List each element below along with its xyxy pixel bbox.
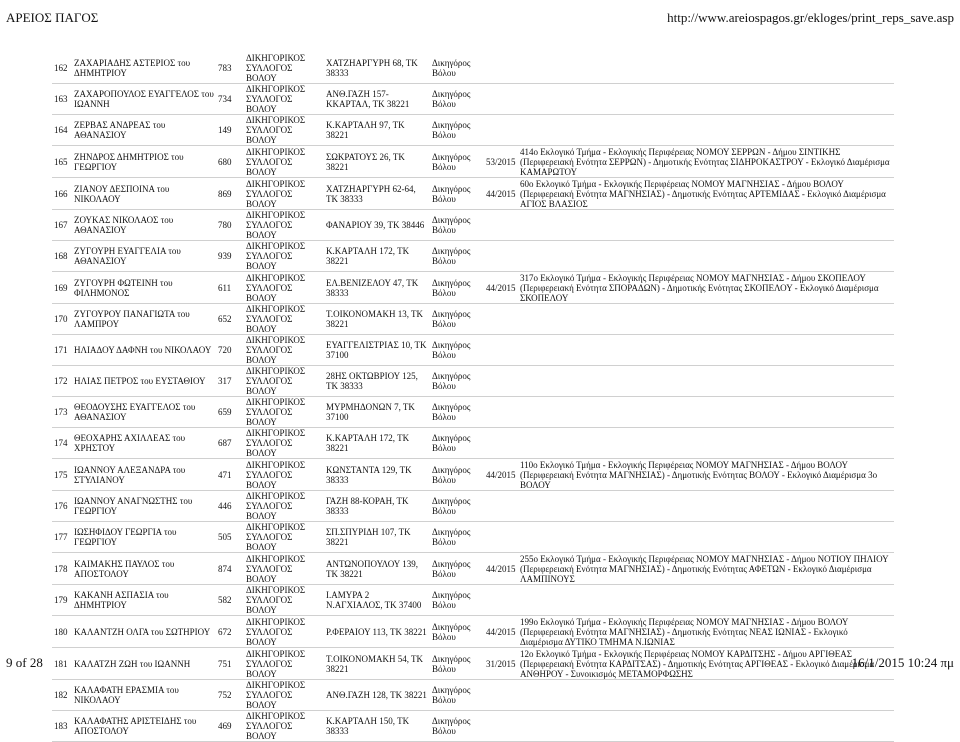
electoral-section: 317ο Εκλογικό Τμήμα - Εκλογικής Περιφέρειας ΝΟΜΟΥ ΜΑΓΝΗΣΙΑΣ - Δήμου ΣΚΟΠΕΛΟΥ (Περιφερειακή Ενότητα ΣΠΟΡΑΔΩΝ) - Δημοτικής Ενότητας ΣΚΟΠΕΛΟΥ - Εκλογικό Διαμέρισμα ΣΚΟΠΕΛΟΥ	[518, 272, 894, 304]
row-number: 177	[52, 522, 72, 553]
registry-number: 734	[216, 84, 244, 115]
office-address: ΧΑΤΖΗΑΡΓΥΡΗ 68, ΤΚ 38333	[324, 53, 430, 84]
lawyer-name: ΖΥΓΟΥΡΟΥ ΠΑΝΑΓΙΩΤΑ του ΛΑΜΠΡΟΥ	[72, 304, 216, 335]
bar-association: ΔΙΚΗΓΟΡΙΚΟΣ ΣΥΛΛΟΓΟΣ ΒΟΛΟΥ	[244, 84, 324, 115]
bar-association: ΔΙΚΗΓΟΡΙΚΟΣ ΣΥΛΛΟΓΟΣ ΒΟΛΟΥ	[244, 146, 324, 178]
registry-number: 471	[216, 459, 244, 491]
lawyer-role: Δικηγόρος Βόλου	[430, 84, 484, 115]
office-address: Τ.ΟΙΚΟΝΟΜΑΚΗ 54, ΤΚ 38221	[324, 648, 430, 680]
lawyer-role: Δικηγόρος Βόλου	[430, 178, 484, 210]
row-number: 166	[52, 178, 72, 210]
electoral-section	[518, 241, 894, 272]
lawyer-role: Δικηγόρος Βόλου	[430, 428, 484, 459]
decision-number	[484, 335, 518, 366]
electoral-section	[518, 304, 894, 335]
registry-number: 939	[216, 241, 244, 272]
row-number: 164	[52, 115, 72, 146]
lawyer-role: Δικηγόρος Βόλου	[430, 680, 484, 711]
electoral-section: 199ο Εκλογικό Τμήμα - Εκλογικής Περιφέρειας ΝΟΜΟΥ ΜΑΓΝΗΣΙΑΣ - Δήμου ΒΟΛΟΥ (Περιφερειακή Ενότητα ΜΑΓΝΗΣΙΑΣ) - Δημοτικής Ενότητας ΝΕΑΣ ΙΩΝΙΑΣ - Εκλογικό Διαμέρισμα ΔΥΤΙΚΟ ΤΜΗΜΑ Ν.ΙΩΝΙΑΣ	[518, 616, 894, 648]
table-row	[52, 428, 894, 459]
lawyer-role: Δικηγόρος Βόλου	[430, 115, 484, 146]
row-number: 178	[52, 553, 72, 585]
lawyer-role: Δικηγόρος Βόλου	[430, 553, 484, 585]
office-address: ΦΑΝΑΡΙΟΥ 39, ΤΚ 38446	[324, 210, 430, 241]
row-number: 181	[52, 648, 72, 680]
lawyer-role: Δικηγόρος Βόλου	[430, 366, 484, 397]
table-row	[52, 84, 894, 115]
office-address: Κ.ΚΑΡΤΑΛΗ 172, ΤΚ 38221	[324, 428, 430, 459]
registry-number: 720	[216, 335, 244, 366]
registry-number: 652	[216, 304, 244, 335]
lawyer-name: ΖΑΧΑΡΙΑΔΗΣ ΑΣΤΕΡΙΟΣ του ΔΗΜΗΤΡΙΟΥ	[72, 53, 216, 84]
lawyer-role: Δικηγόρος Βόλου	[430, 53, 484, 84]
registry-number: 780	[216, 210, 244, 241]
row-number: 169	[52, 272, 72, 304]
decision-number	[484, 680, 518, 711]
office-address: Κ.ΚΑΡΤΑΛΗ 97, ΤΚ 38221	[324, 115, 430, 146]
registry-number: 752	[216, 680, 244, 711]
lawyer-role: Δικηγόρος Βόλου	[430, 335, 484, 366]
lawyer-name: ΚΑΙΜΑΚΗΣ ΠΑΥΛΟΣ του ΑΠΟΣΤΟΛΟΥ	[72, 553, 216, 585]
electoral-section	[518, 210, 894, 241]
electoral-section	[518, 522, 894, 553]
bar-association: ΔΙΚΗΓΟΡΙΚΟΣ ΣΥΛΛΟΓΟΣ ΒΟΛΟΥ	[244, 680, 324, 711]
decision-number	[484, 491, 518, 522]
lawyer-name: ΖΗΝΔΡΟΣ ΔΗΜΗΤΡΙΟΣ του ΓΕΩΡΓΙΟΥ	[72, 146, 216, 178]
bar-association: ΔΙΚΗΓΟΡΙΚΟΣ ΣΥΛΛΟΓΟΣ ΒΟΛΟΥ	[244, 210, 324, 241]
decision-number	[484, 428, 518, 459]
electoral-section	[518, 680, 894, 711]
bar-association: ΔΙΚΗΓΟΡΙΚΟΣ ΣΥΛΛΟΓΟΣ ΒΟΛΟΥ	[244, 397, 324, 428]
page-counter: 9 of 28	[6, 655, 43, 670]
table-row	[52, 272, 894, 304]
bar-association: ΔΙΚΗΓΟΡΙΚΟΣ ΣΥΛΛΟΓΟΣ ΒΟΛΟΥ	[244, 459, 324, 491]
office-address: ΣΩΚΡΑΤΟΥΣ 26, ΤΚ 38221	[324, 146, 430, 178]
electoral-section: 60ο Εκλογικό Τμήμα - Εκλογικής Περιφέρειας ΝΟΜΟΥ ΜΑΓΝΗΣΙΑΣ - Δήμου ΒΟΛΟΥ (Περιφερειακή Ενότητα ΜΑΓΝΗΣΙΑΣ) - Δημοτικής Ενότητας ΑΡΤΕΜΙΔΑΣ - Εκλογικό Διαμέρισμα ΑΓΙΟΣ ΒΛΑΣΙΟΣ	[518, 178, 894, 210]
decision-number: 44/2015	[484, 553, 518, 585]
lawyer-role: Δικηγόρος Βόλου	[430, 711, 484, 742]
lawyer-role: Δικηγόρος Βόλου	[430, 146, 484, 178]
office-address: Ρ.ΦΕΡΑΙΟΥ 113, ΤΚ 38221	[324, 616, 430, 648]
row-number: 167	[52, 210, 72, 241]
lawyer-name: ΙΩΑΝΝΟΥ ΑΝΑΓΝΩΣΤΗΣ του ΓΕΩΡΓΙΟΥ	[72, 491, 216, 522]
lawyer-name: ΖΕΡΒΑΣ ΑΝΔΡΕΑΣ του ΑΘΑΝΑΣΙΟΥ	[72, 115, 216, 146]
bar-association: ΔΙΚΗΓΟΡΙΚΟΣ ΣΥΛΛΟΓΟΣ ΒΟΛΟΥ	[244, 491, 324, 522]
decision-number	[484, 241, 518, 272]
lawyer-name: ΚΑΚΑΝΗ ΑΣΠΑΣΙΑ του ΔΗΜΗΤΡΙΟΥ	[72, 585, 216, 616]
lawyer-name: ΗΛΙΑΣ ΠΕΤΡΟΣ του ΕΥΣΤΑΘΙΟΥ	[72, 366, 216, 397]
electoral-section	[518, 585, 894, 616]
row-number: 179	[52, 585, 72, 616]
decision-number	[484, 522, 518, 553]
lawyer-name: ΘΕΟΔΟΥΣΗΣ ΕΥΑΓΓΕΛΟΣ του ΑΘΑΝΑΣΙΟΥ	[72, 397, 216, 428]
office-address: ΕΥΑΓΓΕΛΙΣΤΡΙΑΣ 10, ΤΚ 37100	[324, 335, 430, 366]
lawyer-role: Δικηγόρος Βόλου	[430, 210, 484, 241]
table-row	[52, 178, 894, 210]
electoral-section	[518, 366, 894, 397]
print-datetime: 16/1/2015 10:24 πμ	[851, 655, 954, 670]
lawyer-role: Δικηγόρος Βόλου	[430, 522, 484, 553]
row-number: 173	[52, 397, 72, 428]
decision-number: 53/2015	[484, 146, 518, 178]
office-address: ΓΑΖΗ 88-ΚΟΡΑΗ, ΤΚ 38333	[324, 491, 430, 522]
decision-number: 44/2015	[484, 178, 518, 210]
lawyer-name: ΙΩΣΗΦΙΔΟΥ ΓΕΩΡΓΙΑ του ΓΕΩΡΓΙΟΥ	[72, 522, 216, 553]
office-address: Κ.ΚΑΡΤΑΛΗ 172, ΤΚ 38221	[324, 241, 430, 272]
bar-association: ΔΙΚΗΓΟΡΙΚΟΣ ΣΥΛΛΟΓΟΣ ΒΟΛΟΥ	[244, 53, 324, 84]
registry-number: 469	[216, 711, 244, 742]
lawyer-name: ΖΑΧΑΡΟΠΟΥΛΟΣ ΕΥΑΓΓΕΛΟΣ του ΙΩΑΝΝΗ	[72, 84, 216, 115]
registry-number: 446	[216, 491, 244, 522]
table-row	[52, 146, 894, 178]
lawyer-name: ΚΑΛΑΦΑΤΗ ΕΡΑΣΜΙΑ του ΝΙΚΟΛΑΟΥ	[72, 680, 216, 711]
table-row	[52, 585, 894, 616]
table-row	[52, 680, 894, 711]
office-address: ΣΠ.ΣΠΥΡΙΔΗ 107, ΤΚ 38221	[324, 522, 430, 553]
table-row	[52, 711, 894, 742]
bar-association: ΔΙΚΗΓΟΡΙΚΟΣ ΣΥΛΛΟΓΟΣ ΒΟΛΟΥ	[244, 366, 324, 397]
electoral-section	[518, 711, 894, 742]
representatives-table	[52, 53, 894, 742]
lawyer-name: ΗΛΙΑΔΟΥ ΔΑΦΝΗ του ΝΙΚΟΛΑΟΥ	[72, 335, 216, 366]
table-row	[52, 616, 894, 648]
electoral-section	[518, 115, 894, 146]
decision-number	[484, 53, 518, 84]
registry-number: 869	[216, 178, 244, 210]
office-address: ΑΝΘ.ΓΑΖΗ 128, ΤΚ 38221	[324, 680, 430, 711]
table-row	[52, 241, 894, 272]
electoral-section	[518, 428, 894, 459]
bar-association: ΔΙΚΗΓΟΡΙΚΟΣ ΣΥΛΛΟΓΟΣ ΒΟΛΟΥ	[244, 335, 324, 366]
table-row	[52, 366, 894, 397]
lawyer-name: ΖΙΑΝΟΥ ΔΕΣΠΟΙΝΑ του ΝΙΚΟΛΑΟΥ	[72, 178, 216, 210]
decision-number	[484, 84, 518, 115]
lawyer-role: Δικηγόρος Βόλου	[430, 491, 484, 522]
table-row	[52, 210, 894, 241]
registry-number: 659	[216, 397, 244, 428]
bar-association: ΔΙΚΗΓΟΡΙΚΟΣ ΣΥΛΛΟΓΟΣ ΒΟΛΟΥ	[244, 428, 324, 459]
bar-association: ΔΙΚΗΓΟΡΙΚΟΣ ΣΥΛΛΟΓΟΣ ΒΟΛΟΥ	[244, 304, 324, 335]
table-row	[52, 115, 894, 146]
row-number: 171	[52, 335, 72, 366]
office-address: Ι.ΑΜΥΡΑ 2 Ν.ΑΓΧΙΑΛΟΣ, ΤΚ 37400	[324, 585, 430, 616]
row-number: 176	[52, 491, 72, 522]
decision-number	[484, 585, 518, 616]
electoral-section: 255ο Εκλογικό Τμήμα - Εκλογικής Περιφέρειας ΝΟΜΟΥ ΜΑΓΝΗΣΙΑΣ - Δήμου ΝΟΤΙΟΥ ΠΗΛΙΟΥ (Περιφερειακή Ενότητα ΜΑΓΝΗΣΙΑΣ) - Δημοτικής Ενότητας ΑΦΕΤΩΝ - Εκλογικό Διαμέρισμα ΛΑΜΠΙΝΟΥΣ	[518, 553, 894, 585]
decision-number: 31/2015	[484, 648, 518, 680]
bar-association: ΔΙΚΗΓΟΡΙΚΟΣ ΣΥΛΛΟΓΟΣ ΒΟΛΟΥ	[244, 616, 324, 648]
electoral-section	[518, 84, 894, 115]
table-row	[52, 522, 894, 553]
lawyer-name: ΖΟΥΚΑΣ ΝΙΚΟΛΑΟΣ του ΑΘΑΝΑΣΙΟΥ	[72, 210, 216, 241]
lawyer-role: Δικηγόρος Βόλου	[430, 272, 484, 304]
lawyer-name: ΖΥΓΟΥΡΗ ΦΩΤΕΙΝΗ του ΦΙΛΗΜΟΝΟΣ	[72, 272, 216, 304]
registry-number: 611	[216, 272, 244, 304]
electoral-section	[518, 491, 894, 522]
bar-association: ΔΙΚΗΓΟΡΙΚΟΣ ΣΥΛΛΟΓΟΣ ΒΟΛΟΥ	[244, 648, 324, 680]
office-address: ΕΛ.ΒΕΝΙΖΕΛΟΥ 47, ΤΚ 38333	[324, 272, 430, 304]
row-number: 175	[52, 459, 72, 491]
office-address: 28ΗΣ ΟΚΤΩΒΡΙΟΥ 125, ΤΚ 38333	[324, 366, 430, 397]
electoral-section	[518, 397, 894, 428]
lawyer-role: Δικηγόρος Βόλου	[430, 397, 484, 428]
bar-association: ΔΙΚΗΓΟΡΙΚΟΣ ΣΥΛΛΟΓΟΣ ΒΟΛΟΥ	[244, 272, 324, 304]
electoral-section: 414ο Εκλογικό Τμήμα - Εκλογικής Περιφέρειας ΝΟΜΟΥ ΣΕΡΡΩΝ - Δήμου ΣΙΝΤΙΚΗΣ (Περιφερειακή Ενότητα ΣΕΡΡΩΝ) - Δημοτικής Ενότητας ΣΙΔΗΡΟΚΑΣΤΡΟΥ - Εκλογικό Διαμέρισμα ΚΑΜΑΡΩΤΟΥ	[518, 146, 894, 178]
row-number: 168	[52, 241, 72, 272]
row-number: 165	[52, 146, 72, 178]
registry-number: 149	[216, 115, 244, 146]
table-row	[52, 53, 894, 84]
electoral-section: 110ο Εκλογικό Τμήμα - Εκλογικής Περιφέρειας ΝΟΜΟΥ ΜΑΓΝΗΣΙΑΣ - Δήμου ΒΟΛΟΥ (Περιφερειακή Ενότητα ΜΑΓΝΗΣΙΑΣ) - Δημοτικής Ενότητας ΒΟΛΟΥ - Εκλογικό Διαμέρισμα 3ο ΒΟΛΟΥ	[518, 459, 894, 491]
court-title: ΑΡΕΙΟΣ ΠΑΓΟΣ	[6, 10, 99, 25]
table-row	[52, 553, 894, 585]
table-row	[52, 648, 894, 680]
row-number: 170	[52, 304, 72, 335]
decision-number	[484, 366, 518, 397]
lawyer-role: Δικηγόρος Βόλου	[430, 241, 484, 272]
table-row	[52, 491, 894, 522]
table-row	[52, 459, 894, 491]
lawyer-name: ΚΑΛΑΦΑΤΗΣ ΑΡΙΣΤΕΙΔΗΣ του ΑΠΟΣΤΟΛΟΥ	[72, 711, 216, 742]
row-number: 163	[52, 84, 72, 115]
registry-number: 672	[216, 616, 244, 648]
bar-association: ΔΙΚΗΓΟΡΙΚΟΣ ΣΥΛΛΟΓΟΣ ΒΟΛΟΥ	[244, 241, 324, 272]
lawyer-name: ΘΕΟΧΑΡΗΣ ΑΧΙΛΛΕΑΣ του ΧΡΗΣΤΟΥ	[72, 428, 216, 459]
decision-number: 44/2015	[484, 459, 518, 491]
registry-number: 783	[216, 53, 244, 84]
table-row	[52, 397, 894, 428]
office-address: ΧΑΤΖΗΑΡΓΥΡΗ 62-64, ΤΚ 38333	[324, 178, 430, 210]
lawyer-role: Δικηγόρος Βόλου	[430, 648, 484, 680]
row-number: 182	[52, 680, 72, 711]
registry-number: 687	[216, 428, 244, 459]
decision-number	[484, 304, 518, 335]
decision-number	[484, 210, 518, 241]
lawyer-name: ΚΑΛΑΝΤΖΗ ΟΛΓΑ του ΣΩΤΗΡΙΟΥ	[72, 616, 216, 648]
decision-number: 44/2015	[484, 616, 518, 648]
bar-association: ΔΙΚΗΓΟΡΙΚΟΣ ΣΥΛΛΟΓΟΣ ΒΟΛΟΥ	[244, 585, 324, 616]
decision-number	[484, 711, 518, 742]
lawyer-role: Δικηγόρος Βόλου	[430, 459, 484, 491]
registry-number: 874	[216, 553, 244, 585]
lawyer-name: ΚΑΛΑΤΖΗ ΖΩΗ του ΙΩΑΝΝΗ	[72, 648, 216, 680]
lawyer-name: ΙΩΑΝΝΟΥ ΑΛΕΞΑΝΔΡΑ του ΣΤΥΛΙΑΝΟΥ	[72, 459, 216, 491]
lawyer-role: Δικηγόρος Βόλου	[430, 585, 484, 616]
office-address: ΑΝΘ.ΓΑΖΗ 157-ΚΚΑΡΤΑΛ, ΤΚ 38221	[324, 84, 430, 115]
bar-association: ΔΙΚΗΓΟΡΙΚΟΣ ΣΥΛΛΟΓΟΣ ΒΟΛΟΥ	[244, 711, 324, 742]
bar-association: ΔΙΚΗΓΟΡΙΚΟΣ ΣΥΛΛΟΓΟΣ ΒΟΛΟΥ	[244, 178, 324, 210]
page-url[interactable]: http://www.areiospagos.gr/ekloges/print_reps_save.asp	[667, 10, 954, 25]
electoral-section	[518, 335, 894, 366]
representatives-table-body	[52, 53, 894, 742]
row-number: 180	[52, 616, 72, 648]
decision-number	[484, 115, 518, 146]
electoral-section	[518, 53, 894, 84]
row-number: 172	[52, 366, 72, 397]
decision-number	[484, 397, 518, 428]
bar-association: ΔΙΚΗΓΟΡΙΚΟΣ ΣΥΛΛΟΓΟΣ ΒΟΛΟΥ	[244, 553, 324, 585]
registry-number: 582	[216, 585, 244, 616]
row-number: 162	[52, 53, 72, 84]
lawyer-role: Δικηγόρος Βόλου	[430, 304, 484, 335]
office-address: Τ.ΟΙΚΟΝΟΜΑΚΗ 13, ΤΚ 38221	[324, 304, 430, 335]
table-row	[52, 335, 894, 366]
table-row	[52, 304, 894, 335]
registry-number: 751	[216, 648, 244, 680]
registry-number: 680	[216, 146, 244, 178]
registry-number: 317	[216, 366, 244, 397]
lawyer-name: ΖΥΓΟΥΡΗ ΕΥΑΓΓΕΛΙΑ του ΑΘΑΝΑΣΙΟΥ	[72, 241, 216, 272]
lawyer-role: Δικηγόρος Βόλου	[430, 616, 484, 648]
office-address: Κ.ΚΑΡΤΑΛΗ 150, ΤΚ 38333	[324, 711, 430, 742]
registry-number: 505	[216, 522, 244, 553]
bar-association: ΔΙΚΗΓΟΡΙΚΟΣ ΣΥΛΛΟΓΟΣ ΒΟΛΟΥ	[244, 115, 324, 146]
bar-association: ΔΙΚΗΓΟΡΙΚΟΣ ΣΥΛΛΟΓΟΣ ΒΟΛΟΥ	[244, 522, 324, 553]
office-address: ΚΩΝΣΤΑΝΤΑ 129, ΤΚ 38333	[324, 459, 430, 491]
decision-number: 44/2015	[484, 272, 518, 304]
row-number: 174	[52, 428, 72, 459]
row-number: 183	[52, 711, 72, 742]
office-address: ΜΥΡΜΗΔΟΝΩΝ 7, ΤΚ 37100	[324, 397, 430, 428]
office-address: ΑΝΤΩΝΟΠΟΥΛΟΥ 139, ΤΚ 38221	[324, 553, 430, 585]
electoral-section: 12ο Εκλογικό Τμήμα - Εκλογικής Περιφέρειας ΝΟΜΟΥ ΚΑΡΔΙΤΣΗΣ - Δήμου ΑΡΓΙΘΕΑΣ (Περιφερειακή Ενότητα ΚΑΡΔΙΤΣΑΣ) - Δημοτικής Ενότητας ΑΡΓΙΘΕΑΣ - Εκλογικό Διαμέρισμα ΑΝΘΗΡΟΥ - Συνοικισμός ΜΕΤΑΜΟΡΦΩΣΗΣ	[518, 648, 894, 680]
